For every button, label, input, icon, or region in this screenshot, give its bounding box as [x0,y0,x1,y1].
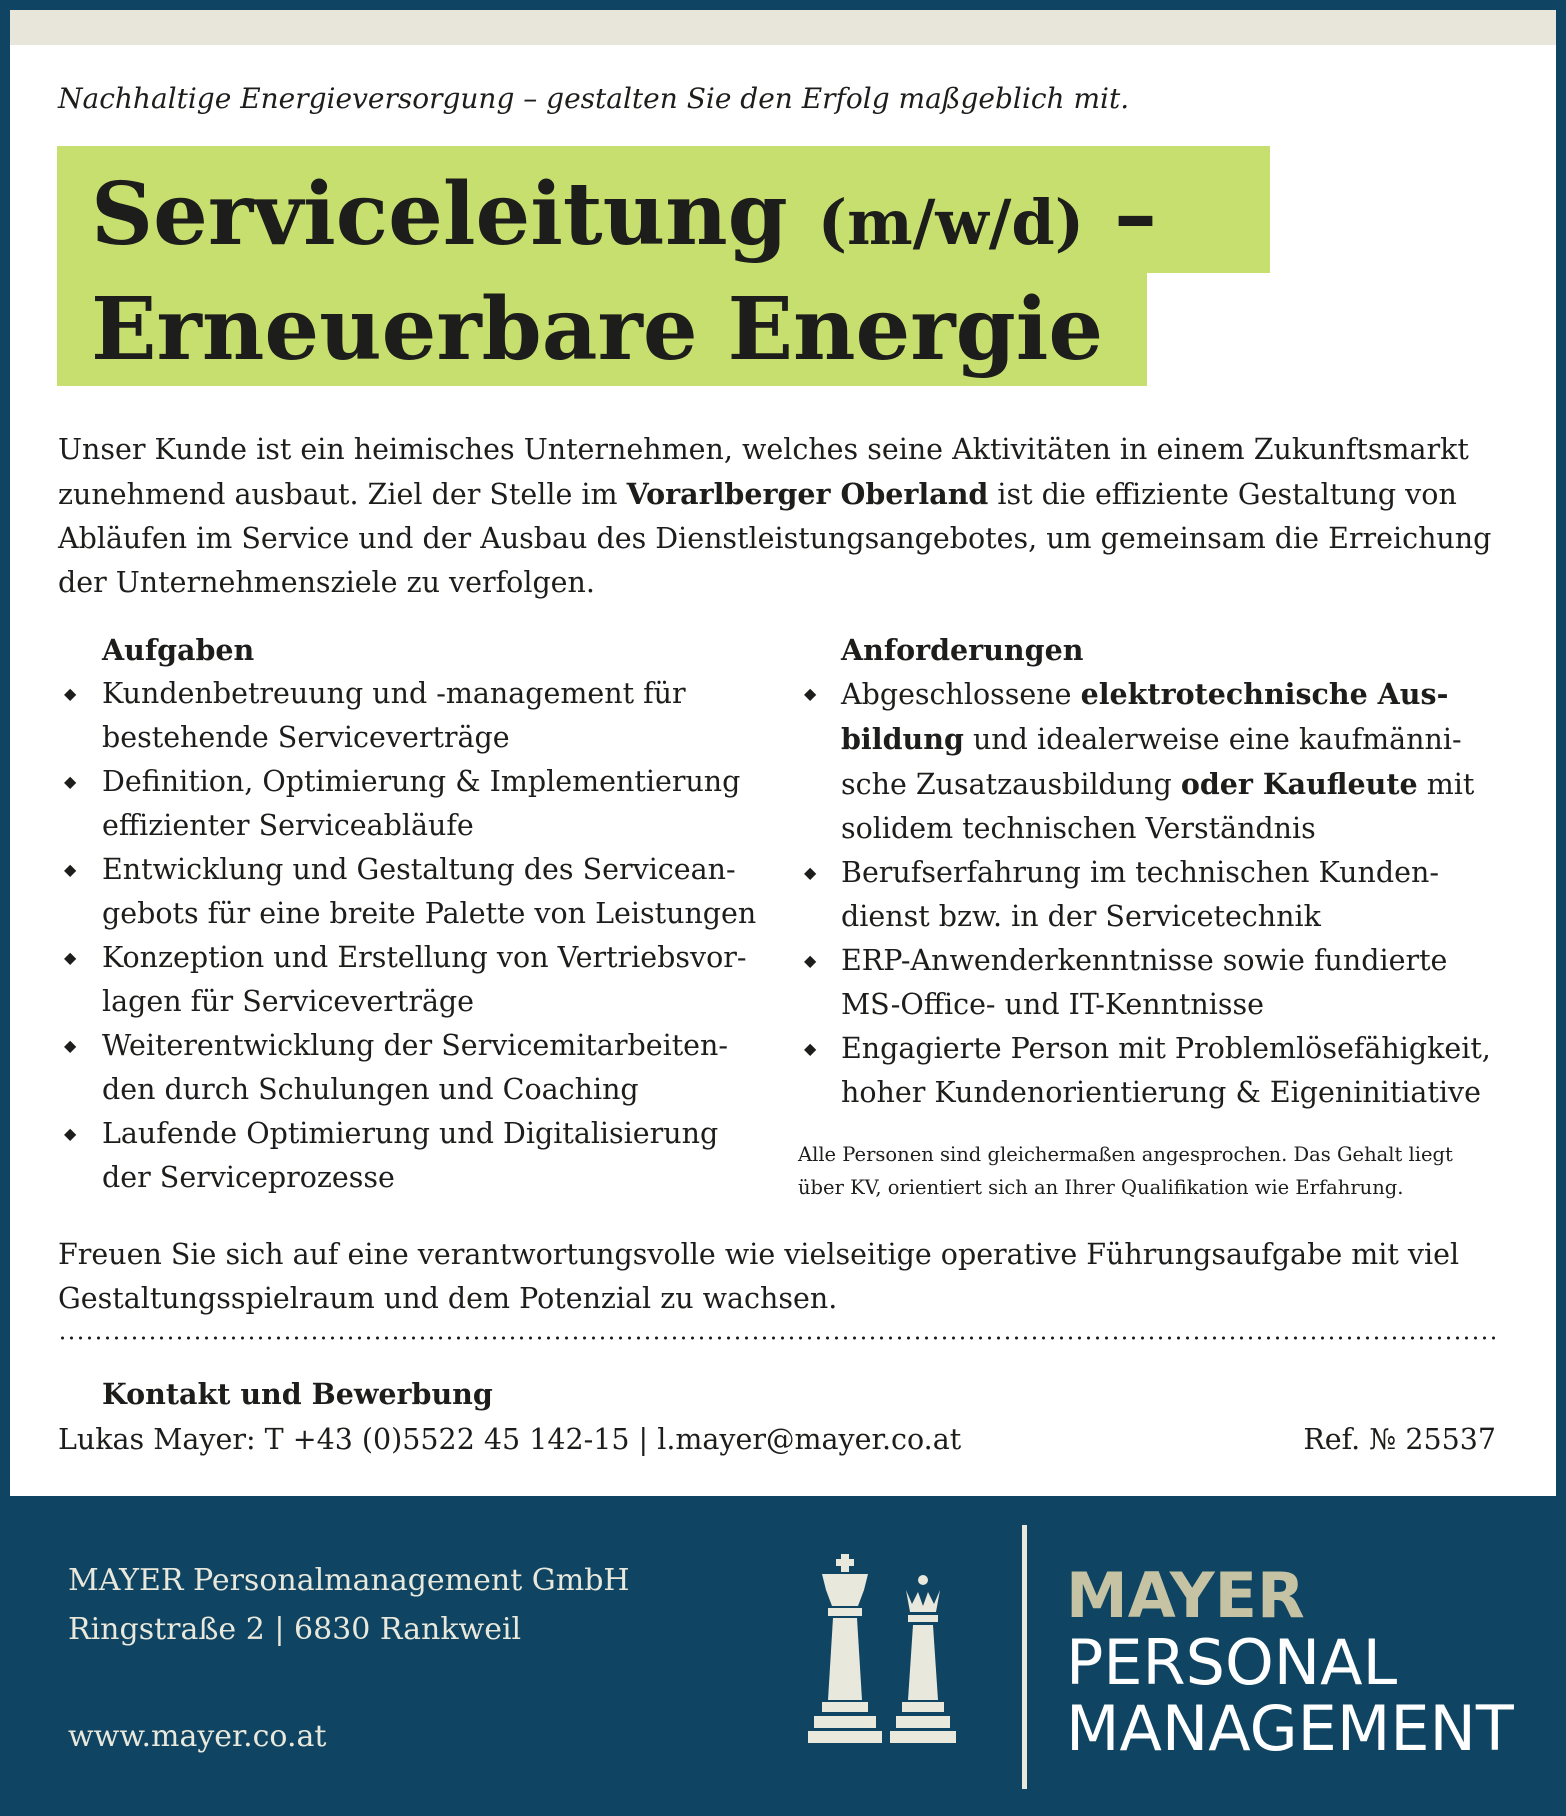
title-gender: (m/w/d) [817,186,1085,259]
diamond-bullet-icon: ◆ [804,863,817,882]
diamond-bullet-icon: ◆ [804,951,817,970]
list-item [58,848,758,936]
list-item-bold: oder Kaufleute [1180,767,1418,801]
list-item-text: und idealerweise eine kaufmännische Zusatzausbildung [841,723,1462,801]
requirements-list [798,672,1498,1115]
list-item-bold: elektrotechnische Ausbildung [841,677,1449,756]
intro-paragraph [58,428,1498,605]
closing-paragraph: Freuen Sie sich auf eine verantwortungsvolle wie vielseitige operative Führungsaufgabe mit viel Gestaltungsspielraum und dem Potenzial zu wachsen. [58,1238,1460,1315]
title-dash: – [1114,164,1158,265]
requirements-column [798,628,1498,1115]
diamond-bullet-icon: ◆ [804,1039,817,1058]
list-item-text: Entwicklung und Gestaltung des Serviceangebots für eine breite Palette von Leistungen [102,853,757,930]
list-item [798,672,1498,851]
diamond-bullet-icon: ◆ [64,1124,77,1143]
tasks-heading: Aufgaben [102,633,255,667]
list-item-text: Weiterentwicklung der Servicemitarbeitenden durch Schulungen und Coaching [102,1029,729,1106]
company-name: MAYER Personalmanagement GmbH [68,1563,630,1598]
intro-location: Vorarlberger Oberland [626,477,989,511]
contact-details[interactable]: Lukas Mayer: T +43 (0)5522 45 142-15 | l.mayer@mayer.co.at [58,1423,962,1456]
list-item-text: Berufserfahrung im technischen Kundendienst bzw. in der Servicetechnik [841,856,1439,933]
equal-opportunity-note: Alle Personen sind gleichermaßen angesprochen. Das Gehalt liegt über KV, orientiert sich an Ihrer Qualifikation wie Erfahrung. [798,1143,1453,1199]
reference-number: Ref. № 25537 [1303,1423,1496,1456]
job-title-line1 [91,165,1157,273]
website-link[interactable]: www.mayer.co.at [68,1719,327,1754]
list-item-text: mit solidem technischen Verständnis [841,768,1475,845]
list-item [58,760,758,848]
brand-logo-personal: PERSONAL [1066,1626,1398,1699]
list-item-text: Laufende Optimierung und Digitalisierung der Serviceprozesse [102,1117,719,1194]
list-item [798,1027,1498,1115]
intro-text-1: Unser Kunde ist ein heimisches Unternehmen, welches seine Aktivitäten in einem Zukunftsmarkt zunehmend ausbaut. Ziel der Stelle im [58,433,1469,511]
tasks-column [58,628,758,1200]
job-title-line2: Erneuerbare Energie [91,279,1104,380]
list-item [58,672,758,760]
list-item-text: Abgeschlossene [841,678,1081,711]
list-item [58,1024,758,1112]
requirements-heading: Anforderungen [841,633,1084,667]
diamond-bullet-icon: ◆ [804,684,817,703]
list-item [58,936,758,1024]
diamond-bullet-icon: ◆ [64,1036,77,1055]
list-item [798,851,1498,939]
diamond-bullet-icon: ◆ [64,860,77,879]
list-item-text: Kundenbetreuung und -management für bestehende Serviceverträge [102,677,686,754]
tasks-list [58,672,758,1200]
list-item-text: ERP-Anwenderkenntnisse sowie fundierte MS-Office- und IT-Kenntnisse [841,944,1448,1021]
list-item [798,939,1498,1027]
contact-heading: Kontakt und Bewerbung [102,1377,493,1411]
diamond-bullet-icon: ◆ [64,948,77,967]
tagline: Nachhaltige Energieversorgung – gestalten Sie den Erfolg maßgeblich mit. [58,82,1130,115]
list-item-text: Engagierte Person mit Problemlösefähigkeit, hoher Kundenorientierung & Eigeninitiative [841,1032,1491,1109]
company-address: Ringstraße 2 | 6830 Rankweil [68,1612,522,1647]
chess-pieces-icon [800,1550,980,1750]
diamond-bullet-icon: ◆ [64,772,77,791]
list-item [58,1112,758,1200]
list-item-text: Definition, Optimierung & Implementierung effizienter Serviceabläufe [102,765,741,842]
intro-text-2: ist die effiziente Gestaltung von Abläufen im Service und der Ausbau des Dienstleistungsangebotes, um gemeinsam die Erreichung der Unternehmensziele zu verfolgen. [58,478,1492,599]
footer-divider [1022,1525,1027,1789]
brand-logo-mayer: MAYER [1066,1559,1305,1632]
list-item-text: Konzeption und Erstellung von Vertriebsvorlagen für Serviceverträge [102,941,747,1018]
brand-logo-management: MANAGEMENT [1066,1692,1514,1765]
top-band [10,10,1556,45]
title-main: Serviceleitung [91,164,788,265]
dotted-divider [58,1336,1498,1340]
diamond-bullet-icon: ◆ [64,684,77,703]
